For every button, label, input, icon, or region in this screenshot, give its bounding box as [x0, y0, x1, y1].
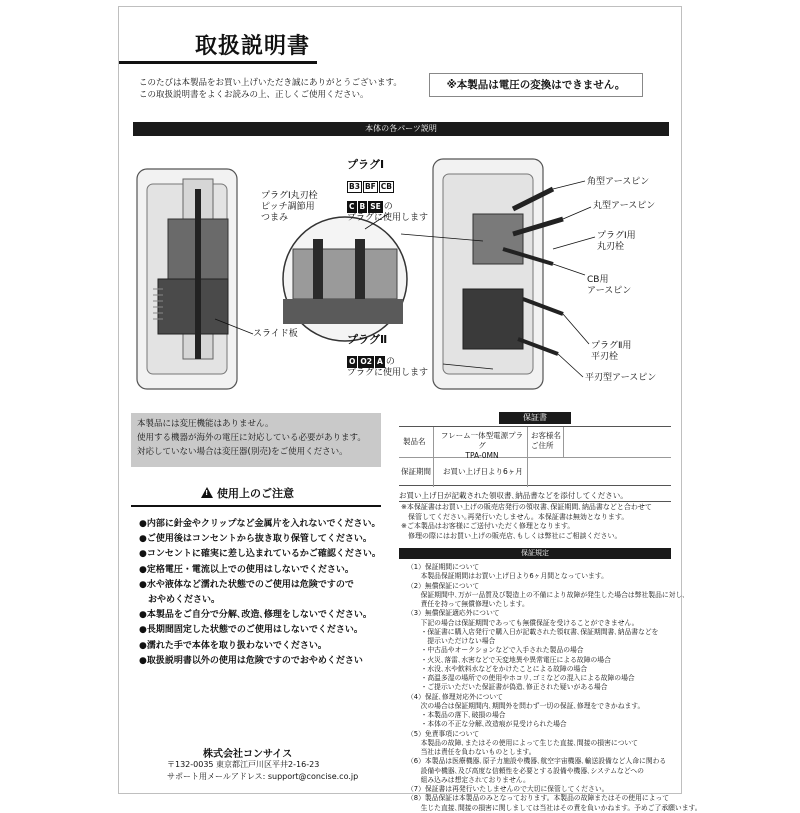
slide-plate-label: スライド板: [253, 329, 298, 339]
plug-type-chip: B3: [349, 182, 360, 191]
list-item: ●本製品をご自分で分解､改造､修理をしないでください。: [139, 610, 372, 621]
company-name: 株式会社コンサイス: [203, 749, 293, 760]
round-earth-pin-label: 丸型アースピン: [593, 201, 656, 211]
warning-triangle-icon: !: [201, 487, 213, 498]
device-front-view: [137, 169, 237, 389]
plug1-block: [347, 156, 428, 224]
period-label: 保証期間: [401, 467, 431, 476]
warranty-small-notes: ※本保証書はお買い上げの販売店発行の領収書､保証期間､納品書などと合わせて 保管してください｡再発行いたしません。本保証書は無効となります。 ※ご本製品はお客様にご送付いただく修理となります。 修理の際にはお買い上げの販売店､もしくは弊社にご相談ください。: [401, 503, 652, 540]
plug-type-chip: C: [349, 202, 355, 211]
plug2-caption: プラグに使用します: [347, 368, 429, 378]
product-label: 製品名: [403, 437, 426, 446]
list-item: ●濡れた手で本体を取り扱わないでください。: [139, 640, 327, 651]
list-item: ●定格電圧・電流以上での使用はしないでください。: [139, 564, 354, 575]
flat-earth-pin-label: 平刃型アースピン: [585, 373, 657, 383]
parts-section-header: 本体の各パーツ説明: [133, 122, 669, 136]
product-name: フレーム一体型電源プラグ TPA-0MN: [440, 431, 524, 460]
customer-label: お客様名 ご住所: [531, 431, 561, 450]
warranty-title: 保証書: [499, 412, 571, 424]
plug-type-chip: B: [359, 202, 366, 211]
list-item: ●内部に針金やクリップなど金属片を入れないでください。: [139, 519, 381, 529]
warranty-card: [399, 412, 671, 502]
device-side-view: [433, 159, 563, 389]
intro-text: このたびは本製品をお買い上げいただき誠にありがとうございます。 この取扱説明書をよくお読みの上、正しくご使用ください。: [139, 78, 402, 100]
cb-earth-pin-label: CB用 アースピン: [587, 275, 632, 296]
title-underline: [119, 61, 317, 64]
no-transformer-notice: 本製品には変圧機能はありません。 使用する機器が海外の電圧に対応している必要があります。 対応していない場合は変圧器(別売)をご使用ください。: [131, 413, 381, 467]
plug2-flat-pin-label: プラグⅡ用 平刃栓: [591, 341, 632, 362]
list-item: ●ご使用後はコンセントから抜き取り保管してください。: [139, 534, 372, 545]
list-item: おやめください。: [139, 595, 221, 606]
plug1-types-row1: [347, 174, 428, 193]
zoom-detail: [283, 217, 407, 341]
caution-heading: ! 使用上のご注意: [201, 485, 294, 501]
plug-type-chip: SE: [370, 202, 381, 211]
list-item: ●水や液体など濡れた状態でのご使用は危険ですので: [139, 579, 354, 590]
square-earth-pin-label: 角型アースピン: [587, 177, 650, 187]
caution-rule: [131, 505, 381, 507]
plug-type-chip: O: [349, 357, 356, 366]
plug-type-chip: CB: [380, 182, 393, 191]
plug2-types: O O2 A の: [349, 357, 395, 367]
plug2-block: [347, 331, 428, 379]
plug1-caption: プラグに使用します: [347, 213, 429, 223]
page-title: 取扱説明書: [195, 34, 311, 59]
list-item: ●取扱説明書以外の使用は危険ですのでおやめください: [139, 655, 363, 666]
list-item: ●長期間固定した状態でのご使用はしないでください。: [139, 625, 363, 636]
pitch-knob-label: プラグⅠ丸刃栓 ピッチ調節用 つまみ: [261, 191, 318, 223]
voltage-warning-box: ※本製品は電圧の変換はできません。: [429, 73, 643, 97]
plug1-label: プラグⅠ: [347, 158, 385, 171]
plug-type-chip: A: [377, 357, 383, 366]
policy-text: （1）保証期間について 本製品保証期間はお買い上げ日より6ヶ月間となっています。 （2）無償保証について 保証期間中､万が一品質及び製造上の不備により故障が発生した場合は弊社製品に対し､ 責任を持って無償修理いたします。 （3）無償保証適応外について 下記の場合は保証期間であっても無償保証を受けることができません。 ・保証書に購入店発行で購入日が記載された領収書､保証期間書､納品書などを 提示いただけない場合 ・中古品やオークションなどで入手された製品の場合 ・火災､落雷､水害などで天変地異や異常電圧による故障の場合 ・水没､水や飲料水などをかけたことによる故障の場合 ・高温多湿の場所での使用やホコリ､ゴミなどの混入による故障の場合 ・ご提示いただいた保証書が偽造､修正された疑いがある場合 （4）保証､修理対応外について 次の場合は保証期間内､期間外を問わず一切の保証､修理をできかねます。 ・本製品の落下､破損の場合 ・本体の不正な分解､改造痕が見受けられた場合 （5）免責事項について 本製品の故障､またはその使用によって生じた直接､間接の損害について 当社は責任を負わないものとします。 （6）本製品は医療機器､原子力施設や機器､航空宇宙機器､輸送設備など人命に関わる 設備や機器､及び高度な信頼性を必要とする設備や機器､システムなどへの 組み込みは想定されておりません。 （7）保証書は再発行いたしませんので大切に保管してください。 （8）製品保証は本製品のみとなっております。本製品の故障またはその使用によって 生じた直接､間接の損害に関しましては当社はその責を負いかねます。予めご了承願います。: [407, 563, 702, 812]
policy-header: 保証規定: [399, 548, 671, 559]
warranty-table: [399, 426, 671, 486]
company-address: 〒132-0035 東京都江戸川区平井2-16-23 サポート用メールアドレス: support@concise.co.jp: [167, 760, 359, 781]
plug2-label: プラグⅡ: [347, 333, 388, 346]
instruction-sheet: [118, 6, 702, 812]
parts-diagram: [133, 139, 669, 394]
plug1-types-row2: C B SE の: [349, 202, 393, 212]
plug-type-chip: O2: [360, 357, 372, 366]
plug-type-chip: BF: [364, 182, 376, 191]
list-item: ●コンセントに確実に差し込まれているかご確認ください。: [139, 549, 381, 560]
period-value: お買い上げ日より6ヶ月: [443, 467, 523, 476]
caution-list: [139, 517, 381, 669]
warranty-note: お買い上げ日が記載された領収書､納品書などを添付してください。: [399, 490, 671, 502]
plug1-round-pin-label: プラグⅠ用 丸刃栓: [597, 231, 636, 252]
support-email: サポート用メールアドレス: support@concise.co.jp: [167, 772, 359, 781]
